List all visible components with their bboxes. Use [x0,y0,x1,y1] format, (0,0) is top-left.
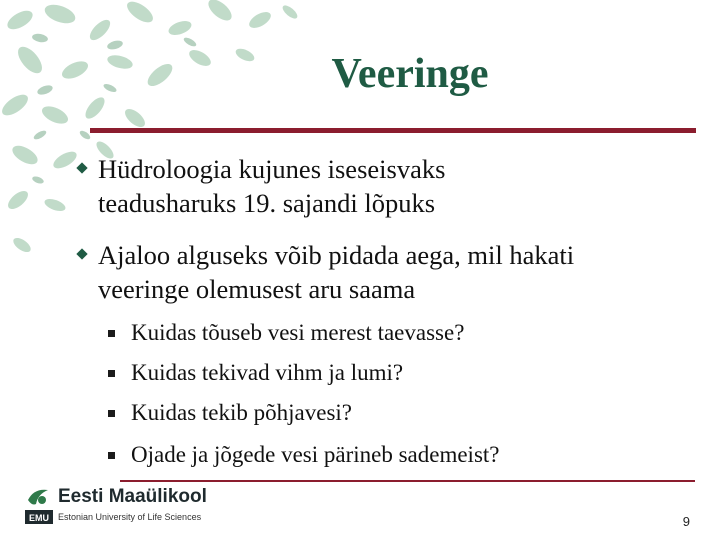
page-number: 9 [682,514,690,529]
square-bullet-icon [108,410,115,417]
bullet-item [78,238,698,306]
sub-bullet-item [108,440,668,470]
square-bullet-icon [108,370,115,377]
bullet-line: Hüdroloogia kujunes iseseisvaks [98,154,446,184]
sub-bullet-text: Kuidas tekivad vihm ja lumi? [131,360,404,385]
emu-logo-icon [24,486,54,526]
bullet-item [78,152,698,220]
sub-bullet-text: Kuidas tekib põhjavesi? [131,400,353,425]
sub-bullet-text: Kuidas tõuseb vesi merest taevasse? [131,320,465,345]
sub-bullet-item [108,358,668,388]
title-divider [90,128,696,133]
sub-bullet-text: Ojade ja jõgede vesi pärineb sademeist? [131,442,500,467]
sub-bullet-item [108,398,668,428]
bullet-line: teadusharuks 19. sajandi lõpuks [98,188,436,218]
slide-title: Veeringe [331,51,489,97]
bullet-line: veeringe olemusest aru saama [98,274,416,304]
square-bullet-icon [108,452,115,459]
logo-icon-text: EMU [29,513,49,523]
sub-bullet-item [108,318,668,348]
footer-divider [120,480,695,482]
logo-subtitle: Estonian University of Life Sciences [58,512,202,522]
university-logo [24,484,284,530]
square-bullet-icon [108,330,115,337]
logo-name: Eesti Maaülikool [58,486,207,507]
bullet-line: Ajaloo alguseks võib pidada aega, mil hakati [98,240,575,270]
